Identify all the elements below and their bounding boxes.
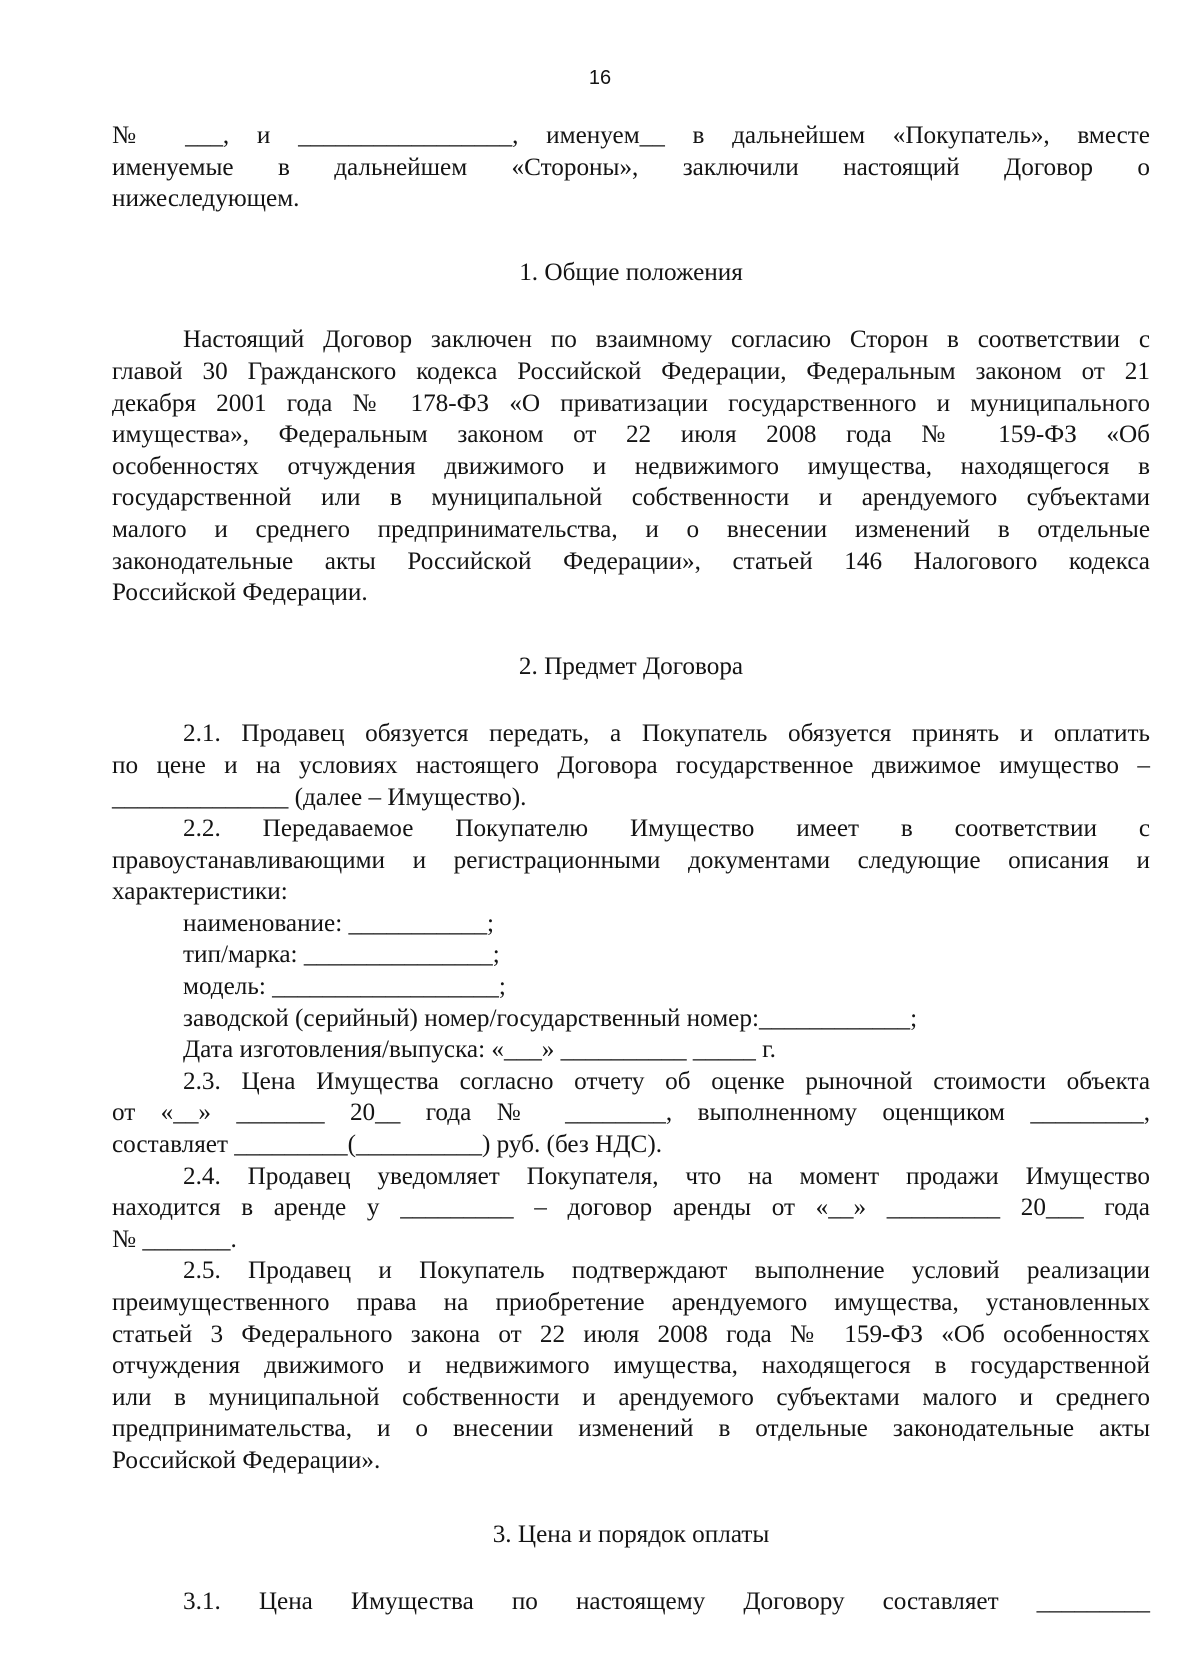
text-line: 2.3. Цена Имущества согласно отчету об оценке рыночной стоимости объекта (183, 1067, 1150, 1095)
text-line: 2.1. Продавец обязуется передать, а Покупатель обязуется принять и оплатить (183, 720, 1150, 748)
text-line: преимущественного права на приобретение арендуемого имущества, установленных (112, 1289, 1150, 1316)
section-heading-3: 3. Цена и порядок оплаты (492, 1520, 770, 1548)
text-line: правоустанавливающими и регистрационными документами следующие описания и (112, 846, 1150, 874)
text-line: находится в аренде у _________ – договор аренды от «__» _________ 20___ года (112, 1194, 1150, 1222)
text-line: 2.4. Продавец уведомляет Покупателя, что на момент продажи Имущество (183, 1162, 1150, 1190)
clause-3-1 (112, 1586, 1150, 1618)
field-serial-number: заводской (серийный) номер/государственный номер:____________; (183, 1004, 918, 1032)
text-line: нижеследующем. (112, 185, 300, 213)
clause-2-4 (112, 1161, 1150, 1256)
text-line: характеристики: (112, 878, 288, 906)
text-line: особенностях отчуждения движимого и недвижимого имущества, находящегося в (112, 452, 1150, 480)
section-heading-2: 2. Предмет Договора (518, 652, 744, 680)
field-brand: тип/марка: _______________; (183, 941, 500, 969)
text-line: Российской Федерации. (112, 579, 368, 607)
intro-paragraph (112, 120, 1150, 215)
section-1-paragraph (112, 324, 1150, 608)
document-body (112, 120, 1150, 1618)
text-line: или в муниципальной собственности и арендуемого субъектами малого и среднего (112, 1383, 1150, 1411)
field-manufacture-date: Дата изготовления/выпуска: «___» __________ _____ г. (183, 1036, 776, 1064)
text-line: по цене и на условиях настоящего Договора государственное движимое имущество – (112, 751, 1150, 779)
text-line: малого и среднего предпринимательства, и о внесении изменений в отдельные (112, 515, 1150, 543)
text-line: № _______. (112, 1225, 237, 1253)
text-line: именуемые в дальнейшем «Стороны», заключили настоящий Договор о (112, 153, 1150, 181)
text-line: от «__» _______ 20__ года № ________, выполненному оценщиком _________, (112, 1099, 1150, 1127)
text-line: декабря 2001 года № 178-ФЗ «О приватизации государственного и муниципального (112, 389, 1150, 417)
text-line: ______________ (далее – Имущество). (112, 783, 527, 811)
text-line: № ___, и _________________, именуем__ в дальнейшем «Покупатель», вместе (112, 122, 1150, 149)
page-number: 16 (588, 67, 612, 89)
text-line: имущества», Федеральным законом от 22 июля 2008 года № 159-ФЗ «Об (112, 421, 1150, 449)
section-heading-1: 1. Общие положения (519, 258, 743, 286)
clause-2-3 (112, 1066, 1150, 1161)
field-model: модель: __________________; (183, 973, 506, 1001)
text-line: составляет _________(__________) руб. (без НДС). (112, 1131, 663, 1159)
text-line: Российской Федерации». (112, 1446, 381, 1474)
text-line: государственной или в муниципальной собственности и арендуемого субъектами (112, 484, 1150, 512)
text-line: главой 30 Гражданского кодекса Российской Федерации, Федеральным законом от 21 (112, 357, 1150, 385)
text-line: отчуждения движимого и недвижимого имущества, находящегося в государственной (112, 1352, 1150, 1380)
text-line: законодательные акты Российской Федерации», статьей 146 Налогового кодекса (112, 547, 1150, 575)
field-name: наименование: ___________; (183, 909, 495, 937)
clause-2-1 (112, 718, 1150, 813)
clause-2-5 (112, 1255, 1150, 1476)
text-line: статьей 3 Федерального закона от 22 июля 2008 года № 159-ФЗ «Об особенностях (112, 1320, 1150, 1348)
clause-2-2 (112, 813, 1150, 908)
text-line: 2.2. Передаваемое Покупателю Имущество имеет в соответствии с (183, 815, 1150, 843)
text-line: 2.5. Продавец и Покупатель подтверждают выполнение условий реализации (183, 1257, 1150, 1285)
text-line: Настоящий Договор заключен по взаимному согласию Сторон в соответствии с (183, 326, 1150, 354)
text-line: 3.1. Цена Имущества по настоящему Договору составляет _________ (183, 1588, 1150, 1616)
characteristics-list (112, 908, 1150, 1066)
text-line: предпринимательства, и о внесении изменений в отдельные законодательные акты (112, 1415, 1150, 1443)
